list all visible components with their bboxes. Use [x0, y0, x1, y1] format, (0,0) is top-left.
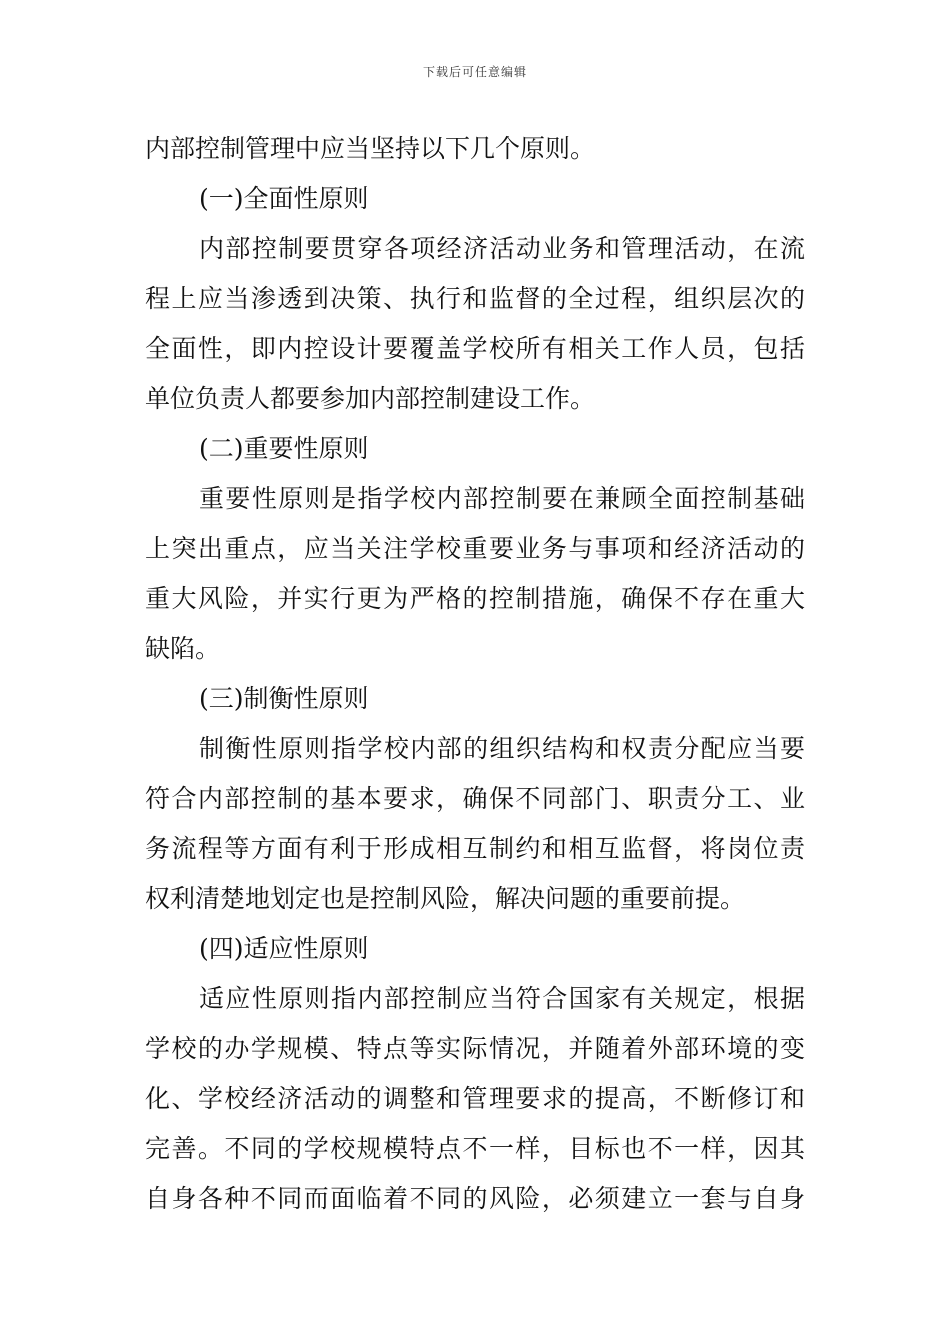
text-line: 完善。不同的学校规模特点不一样，目标也不一样，因其: [145, 1134, 805, 1163]
text-line: (一)全面性原则: [199, 184, 369, 213]
page-header: 下载后可任意编辑: [422, 65, 527, 79]
text-line: 务流程等方面有利于形成相互制约和相互监督，将岗位责: [145, 834, 805, 863]
text-line: 内部控制要贯穿各项经济活动业务和管理活动，在流: [199, 234, 805, 263]
text-line: 权利清楚地划定也是控制风险，解决问题的重要前提。: [145, 884, 746, 913]
text-line: 自身各种不同而面临着不同的风险，必须建立一套与自身: [145, 1184, 805, 1213]
text-line: (三)制衡性原则: [199, 684, 369, 713]
text-line: (二)重要性原则: [199, 434, 369, 463]
text-line: 重要性原则是指学校内部控制要在兼顾全面控制基础: [199, 484, 805, 513]
text-line: 单位负责人都要参加内部控制建设工作。: [145, 384, 596, 413]
text-line: 重大风险，并实行更为严格的控制措施，确保不存在重大: [145, 584, 805, 613]
document-body: [145, 124, 805, 1224]
text-line: 适应性原则指内部控制应当符合国家有关规定，根据: [199, 984, 805, 1013]
text-line: 缺陷。: [145, 634, 221, 663]
text-line: 程上应当渗透到决策、执行和监督的全过程，组织层次的: [145, 284, 805, 313]
text-line: 上突出重点，应当关注学校重要业务与事项和经济活动的: [145, 534, 805, 563]
text-line: 制衡性原则指学校内部的组织结构和权责分配应当要: [199, 734, 805, 763]
text-line: 符合内部控制的基本要求，确保不同部门、职责分工、业: [145, 784, 805, 813]
text-line: 全面性，即内控设计要覆盖学校所有相关工作人员，包括: [145, 334, 805, 363]
text-line: 学校的办学规模、特点等实际情况，并随着外部环境的变: [145, 1034, 805, 1063]
text-line: (四)适应性原则: [199, 934, 369, 963]
text-line: 内部控制管理中应当坚持以下几个原则。: [145, 134, 596, 163]
text-line: 化、学校经济活动的调整和管理要求的提高，不断修订和: [145, 1084, 805, 1113]
